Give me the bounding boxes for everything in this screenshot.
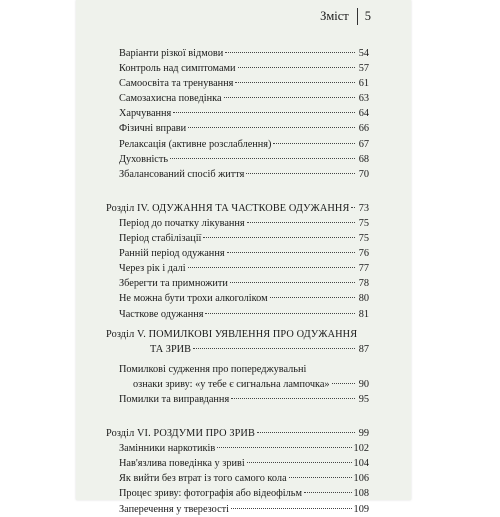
toc-entry: Збалансований спосіб життя 70 (119, 168, 369, 180)
toc-entry: Варіанти різкої відмови 54 (119, 48, 369, 59)
toc-entry: Період до початку лікування 75 (119, 217, 369, 229)
page-number: 5 (364, 9, 371, 23)
toc-entry: Помилкові судження про попереджувальні (119, 363, 307, 375)
toc-entry: Процес зриву: фотографія або відеофільм 108 (119, 488, 369, 500)
toc-entry: Замінники наркотиків 102 (119, 443, 369, 455)
toc-entry: Духовність 68 (119, 153, 369, 165)
toc-entry: Заперечення у тверезості 109 (119, 503, 369, 515)
header-divider (357, 8, 358, 25)
toc-entry: Як вийти без втрат із того самого кола 106 (119, 473, 369, 485)
toc-entry: Період стабілізації 75 (119, 233, 369, 245)
table-of-contents (106, 46, 369, 517)
page-header (320, 8, 371, 25)
toc-entry: Контроль над симптомами 57 (119, 63, 369, 75)
toc-entry: Часткове одужання 81 (119, 308, 369, 320)
toc-entry: Релаксація (активне розслаблення) 67 (119, 138, 369, 150)
toc-entry: Харчування 64 (119, 108, 369, 120)
toc-entry: Фізичні вправи 66 (119, 123, 369, 135)
toc-chapter-4: Розділ IV. ОДУЖАННЯ ТА ЧАСТКОВЕ ОДУЖАННЯ 73 (106, 202, 369, 214)
toc-entry: Помилки та виправдання 95 (119, 393, 369, 405)
section-title: Зміст (320, 9, 349, 23)
toc-chapter-6: Розділ VI. РОЗДУМИ ПРО ЗРИВ 99 (106, 428, 369, 440)
toc-entry: Самоосвіта та тренування 61 (119, 78, 369, 90)
toc-chapter-5-cont: ТА ЗРИВ 87 (150, 343, 369, 355)
toc-entry: Самозахисна поведінка 63 (119, 93, 369, 105)
toc-entry: Ранній період одужання 76 (119, 248, 369, 260)
toc-entry-cont: ознаки зриву: «у тебе є сигнальна лампочка» 90 (133, 378, 369, 390)
toc-chapter-5: Розділ V. ПОМИЛКОВІ УЯВЛЕННЯ ПРО ОДУЖАННЯ (106, 328, 358, 340)
toc-entry: Нав'язлива поведінка у зриві 104 (119, 458, 369, 470)
toc-entry: Через рік і далі 77 (119, 263, 369, 275)
toc-entry: Не можна бути трохи алкоголіком 80 (119, 293, 369, 305)
toc-entry: Зберегти та примножити 78 (119, 278, 369, 290)
book-page (76, 0, 411, 515)
